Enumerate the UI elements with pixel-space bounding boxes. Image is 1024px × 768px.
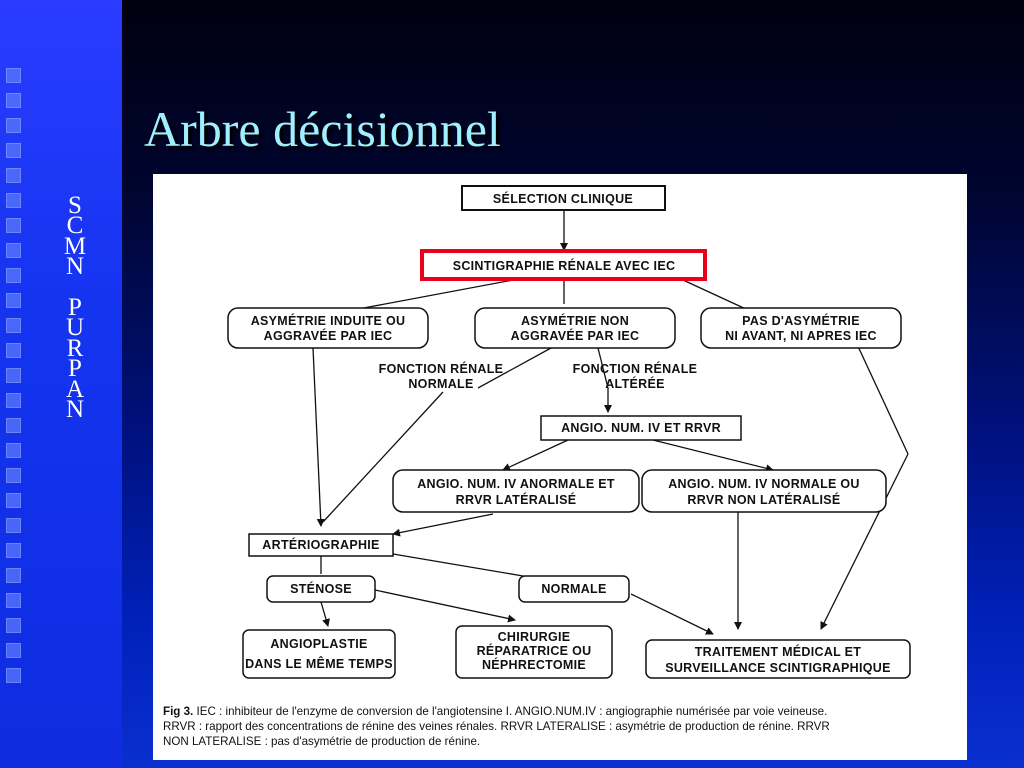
node-normale: NORMALE	[541, 582, 607, 596]
label-fonction-alteree-l2: ALTÉRÉE	[605, 377, 665, 391]
side-letter: U	[65, 314, 85, 342]
node-pas-asym-l2: NI AVANT, NI APRES IEC	[725, 329, 877, 343]
flowchart-svg	[153, 174, 967, 760]
side-letter: N	[65, 253, 85, 281]
side-letter: P	[68, 355, 82, 383]
label-fonction-alteree-l1: FONCTION RÉNALE	[572, 362, 698, 376]
node-selection-clinique: SÉLECTION CLINIQUE	[492, 192, 634, 206]
node-angioplastie-l2: DANS LE MÊME TEMPS	[245, 657, 393, 671]
side-letter: S	[68, 192, 82, 219]
side-letter: N	[65, 395, 85, 423]
node-angio-normale-l2: RRVR NON LATÉRALISÉ	[687, 493, 841, 507]
node-scintigraphie: SCINTIGRAPHIE RÉNALE AVEC IEC	[452, 259, 676, 273]
node-chirurgie-l3: NÉPHRECTOMIE	[481, 658, 587, 672]
caption-label: Fig 3.	[163, 705, 194, 718]
node-angio-anormale-l1: ANGIO. NUM. IV ANORMALE ET	[417, 477, 615, 491]
node-chirurgie-l2: RÉPARATRICE OU	[476, 644, 592, 658]
node-traitement-l1: TRAITEMENT MÉDICAL ET	[694, 645, 862, 659]
side-letter: A	[65, 375, 85, 403]
caption-line-2: RRVR : rapport des concentrations de rénine des veines rénales. RRVR LATERALISE : asymétrie de production de rénine. RRVR	[163, 720, 830, 733]
node-angioplastie-l1: ANGIOPLASTIE	[270, 637, 368, 651]
side-letter: M	[63, 232, 87, 260]
node-arteriographie: ARTÉRIOGRAPHIE	[262, 538, 380, 552]
node-asym-induite-l1: ASYMÉTRIE INDUITE OU	[250, 314, 406, 328]
side-vertical-text	[52, 192, 98, 423]
node-asym-non-l1: ASYMÉTRIE NON	[520, 314, 630, 328]
side-letter: C	[66, 212, 84, 240]
label-fonction-normale-l1: FONCTION RÉNALE	[378, 362, 504, 376]
figure-caption	[163, 704, 963, 749]
node-asym-non-l2: AGGRAVÉE PAR IEC	[510, 329, 640, 343]
node-asym-induite-l2: AGGRAVÉE PAR IEC	[263, 329, 393, 343]
node-angio-anormale-l2: RRVR LATÉRALISÉ	[455, 493, 577, 507]
node-chirurgie-l1: CHIRURGIE	[497, 630, 571, 644]
node-angio-normale-l1: ANGIO. NUM. IV NORMALE OU	[668, 477, 860, 491]
side-letter: R	[66, 334, 84, 362]
caption-line-3: NON LATERALISE : pas d'asymétrie de production de rénine.	[163, 735, 481, 748]
decorative-squares	[6, 68, 28, 708]
node-traitement-l2: SURVEILLANCE SCINTIGRAPHIQUE	[665, 661, 891, 675]
caption-line-1: IEC : inhibiteur de l'enzyme de conversion de l'angiotensine I. ANGIO.NUM.IV : angiographie numérisée par voie veineuse.	[196, 705, 828, 718]
label-fonction-normale-l2: NORMALE	[408, 377, 474, 391]
node-stenose: STÉNOSE	[290, 582, 352, 596]
slide-title: Arbre décisionnel	[144, 101, 501, 157]
side-letter: P	[68, 293, 82, 321]
flowchart-figure	[153, 174, 967, 760]
node-pas-asym-l1: PAS D'ASYMÉTRIE	[742, 314, 860, 328]
node-angio-num-rrvr: ANGIO. NUM. IV ET RRVR	[561, 421, 721, 435]
